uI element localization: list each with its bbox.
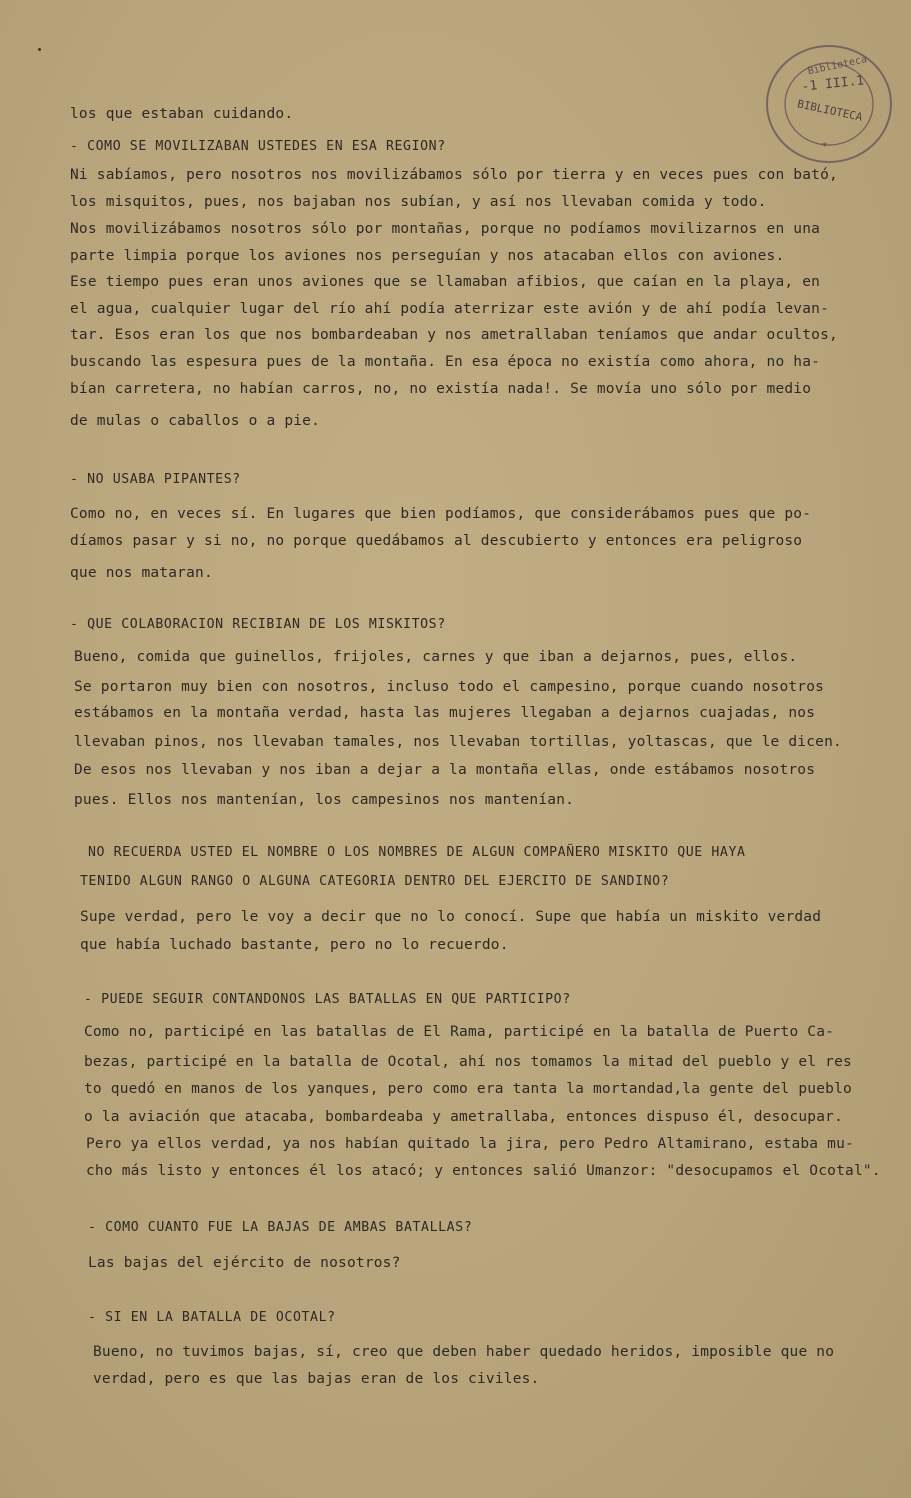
- answer-line: Pero ya ellos verdad, ya nos habían quitado la jira, pero Pedro Altamirano, estaba mu-: [86, 1136, 854, 1152]
- answer-line: llevaban pinos, nos llevaban tamales, nos llevaban tortillas, yoltascas, que le dicen.: [74, 734, 842, 750]
- answer-line: to quedó en manos de los yanques, pero como era tanta la mortandad,la gente del pueblo: [84, 1081, 852, 1097]
- stamp-line2: -1 III.1: [800, 73, 865, 95]
- answer-line: los que estaban cuidando.: [70, 106, 294, 122]
- answer-line: estábamos en la montaña verdad, hasta las mujeres llegaban a dejarnos cuajadas, nos: [74, 705, 816, 721]
- answer-line: Bueno, comida que guinellos, frijoles, carnes y que iban a dejarnos, pues, ellos.: [74, 649, 798, 665]
- question-line: - PUEDE SEGUIR CONTANDONOS LAS BATALLAS EN QUE PARTICIPO?: [84, 992, 571, 1007]
- answer-line: Bueno, no tuvimos bajas, sí, creo que deben haber quedado heridos, imposible que no: [93, 1344, 835, 1360]
- svg-text:*: *: [822, 140, 828, 153]
- answer-line: Como no, en veces sí. En lugares que bien podíamos, que considerábamos pues que po-: [70, 506, 812, 522]
- answer-line: cho más listo y entonces él los atacó; y entonces salió Umanzor: "desocupamos el Ocotal".: [86, 1163, 881, 1179]
- question-line: TENIDO ALGUN RANGO O ALGUNA CATEGORIA DENTRO DEL EJERCITO DE SANDINO?: [80, 874, 670, 889]
- answer-line: bezas, participé en la batalla de Ocotal, ahí nos tomamos la mitad del pueblo y el res: [84, 1054, 852, 1070]
- question-line: - COMO SE MOVILIZABAN USTEDES EN ESA REGION?: [70, 139, 446, 154]
- answer-line: Ese tiempo pues eran unos aviones que se llamaban afibios, que caían en la playa, en: [70, 274, 821, 290]
- answer-line: verdad, pero es que las bajas eran de los civiles.: [93, 1371, 540, 1387]
- stamp-line3: BIBLIOTECA: [796, 97, 864, 124]
- answer-line: Se portaron muy bien con nosotros, incluso todo el campesino, porque cuando nosotros: [74, 679, 825, 695]
- question-line: - NO USABA PIPANTES?: [70, 472, 241, 487]
- answer-line: Las bajas del ejército de nosotros?: [88, 1255, 401, 1271]
- answer-line: buscando las espesura pues de la montaña. En esa época no existía como ahora, no ha-: [70, 354, 821, 370]
- answer-line: díamos pasar y si no, no porque quedábamos al descubierto y entonces era peligroso: [70, 533, 803, 549]
- answer-line: parte limpia porque los aviones nos perseguían y nos atacaban ellos con aviones.: [70, 248, 785, 264]
- answer-line: o la aviación que atacaba, bombardeaba y ametrallaba, entonces dispuso él, desocupar.: [84, 1109, 844, 1125]
- stamp-line1: Biblioteca: [806, 54, 868, 78]
- answer-line: pues. Ellos nos mantenían, los campesinos nos mantenían.: [74, 792, 575, 808]
- answer-line: que nos mataran.: [70, 565, 213, 581]
- answer-line: Ni sabíamos, pero nosotros nos movilizábamos sólo por tierra y en veces pues con bató,: [70, 167, 838, 183]
- answer-line: de mulas o caballos o a pie.: [70, 413, 321, 429]
- answer-line: Como no, participé en las batallas de El Rama, participé en la batalla de Puerto Ca-: [84, 1024, 835, 1040]
- answer-line: que había luchado bastante, pero no lo recuerdo.: [80, 937, 509, 953]
- question-line: - COMO CUANTO FUE LA BAJAS DE AMBAS BATALLAS?: [88, 1220, 473, 1235]
- answer-line: De esos nos llevaban y nos iban a dejar a la montaña ellas, onde estábamos nosotros: [74, 762, 816, 778]
- answer-line: Nos movilizábamos nosotros sólo por montañas, porque no podíamos movilizarnos en una: [70, 221, 821, 237]
- answer-line: bían carretera, no habían carros, no, no existía nada!. Se movía uno sólo por medio: [70, 381, 812, 397]
- answer-line: los misquitos, pues, nos bajaban nos subían, y así nos llevaban comida y todo.: [70, 194, 767, 210]
- answer-line: el agua, cualquier lugar del río ahí podía aterrizar este avión y de ahí podía levan-: [70, 301, 830, 317]
- question-line: - QUE COLABORACION RECIBIAN DE LOS MISKITOS?: [70, 617, 446, 632]
- question-line: NO RECUERDA USTED EL NOMBRE O LOS NOMBRES DE ALGUN COMPAÑERO MISKITO QUE HAYA: [88, 845, 746, 860]
- answer-line: Supe verdad, pero le voy a decir que no lo conocí. Supe que había un miskito verdad: [80, 909, 822, 925]
- question-line: - SI EN LA BATALLA DE OCOTAL?: [88, 1310, 336, 1325]
- answer-line: tar. Esos eran los que nos bombardeaban y nos ametrallaban teníamos que andar ocultos,: [70, 327, 838, 343]
